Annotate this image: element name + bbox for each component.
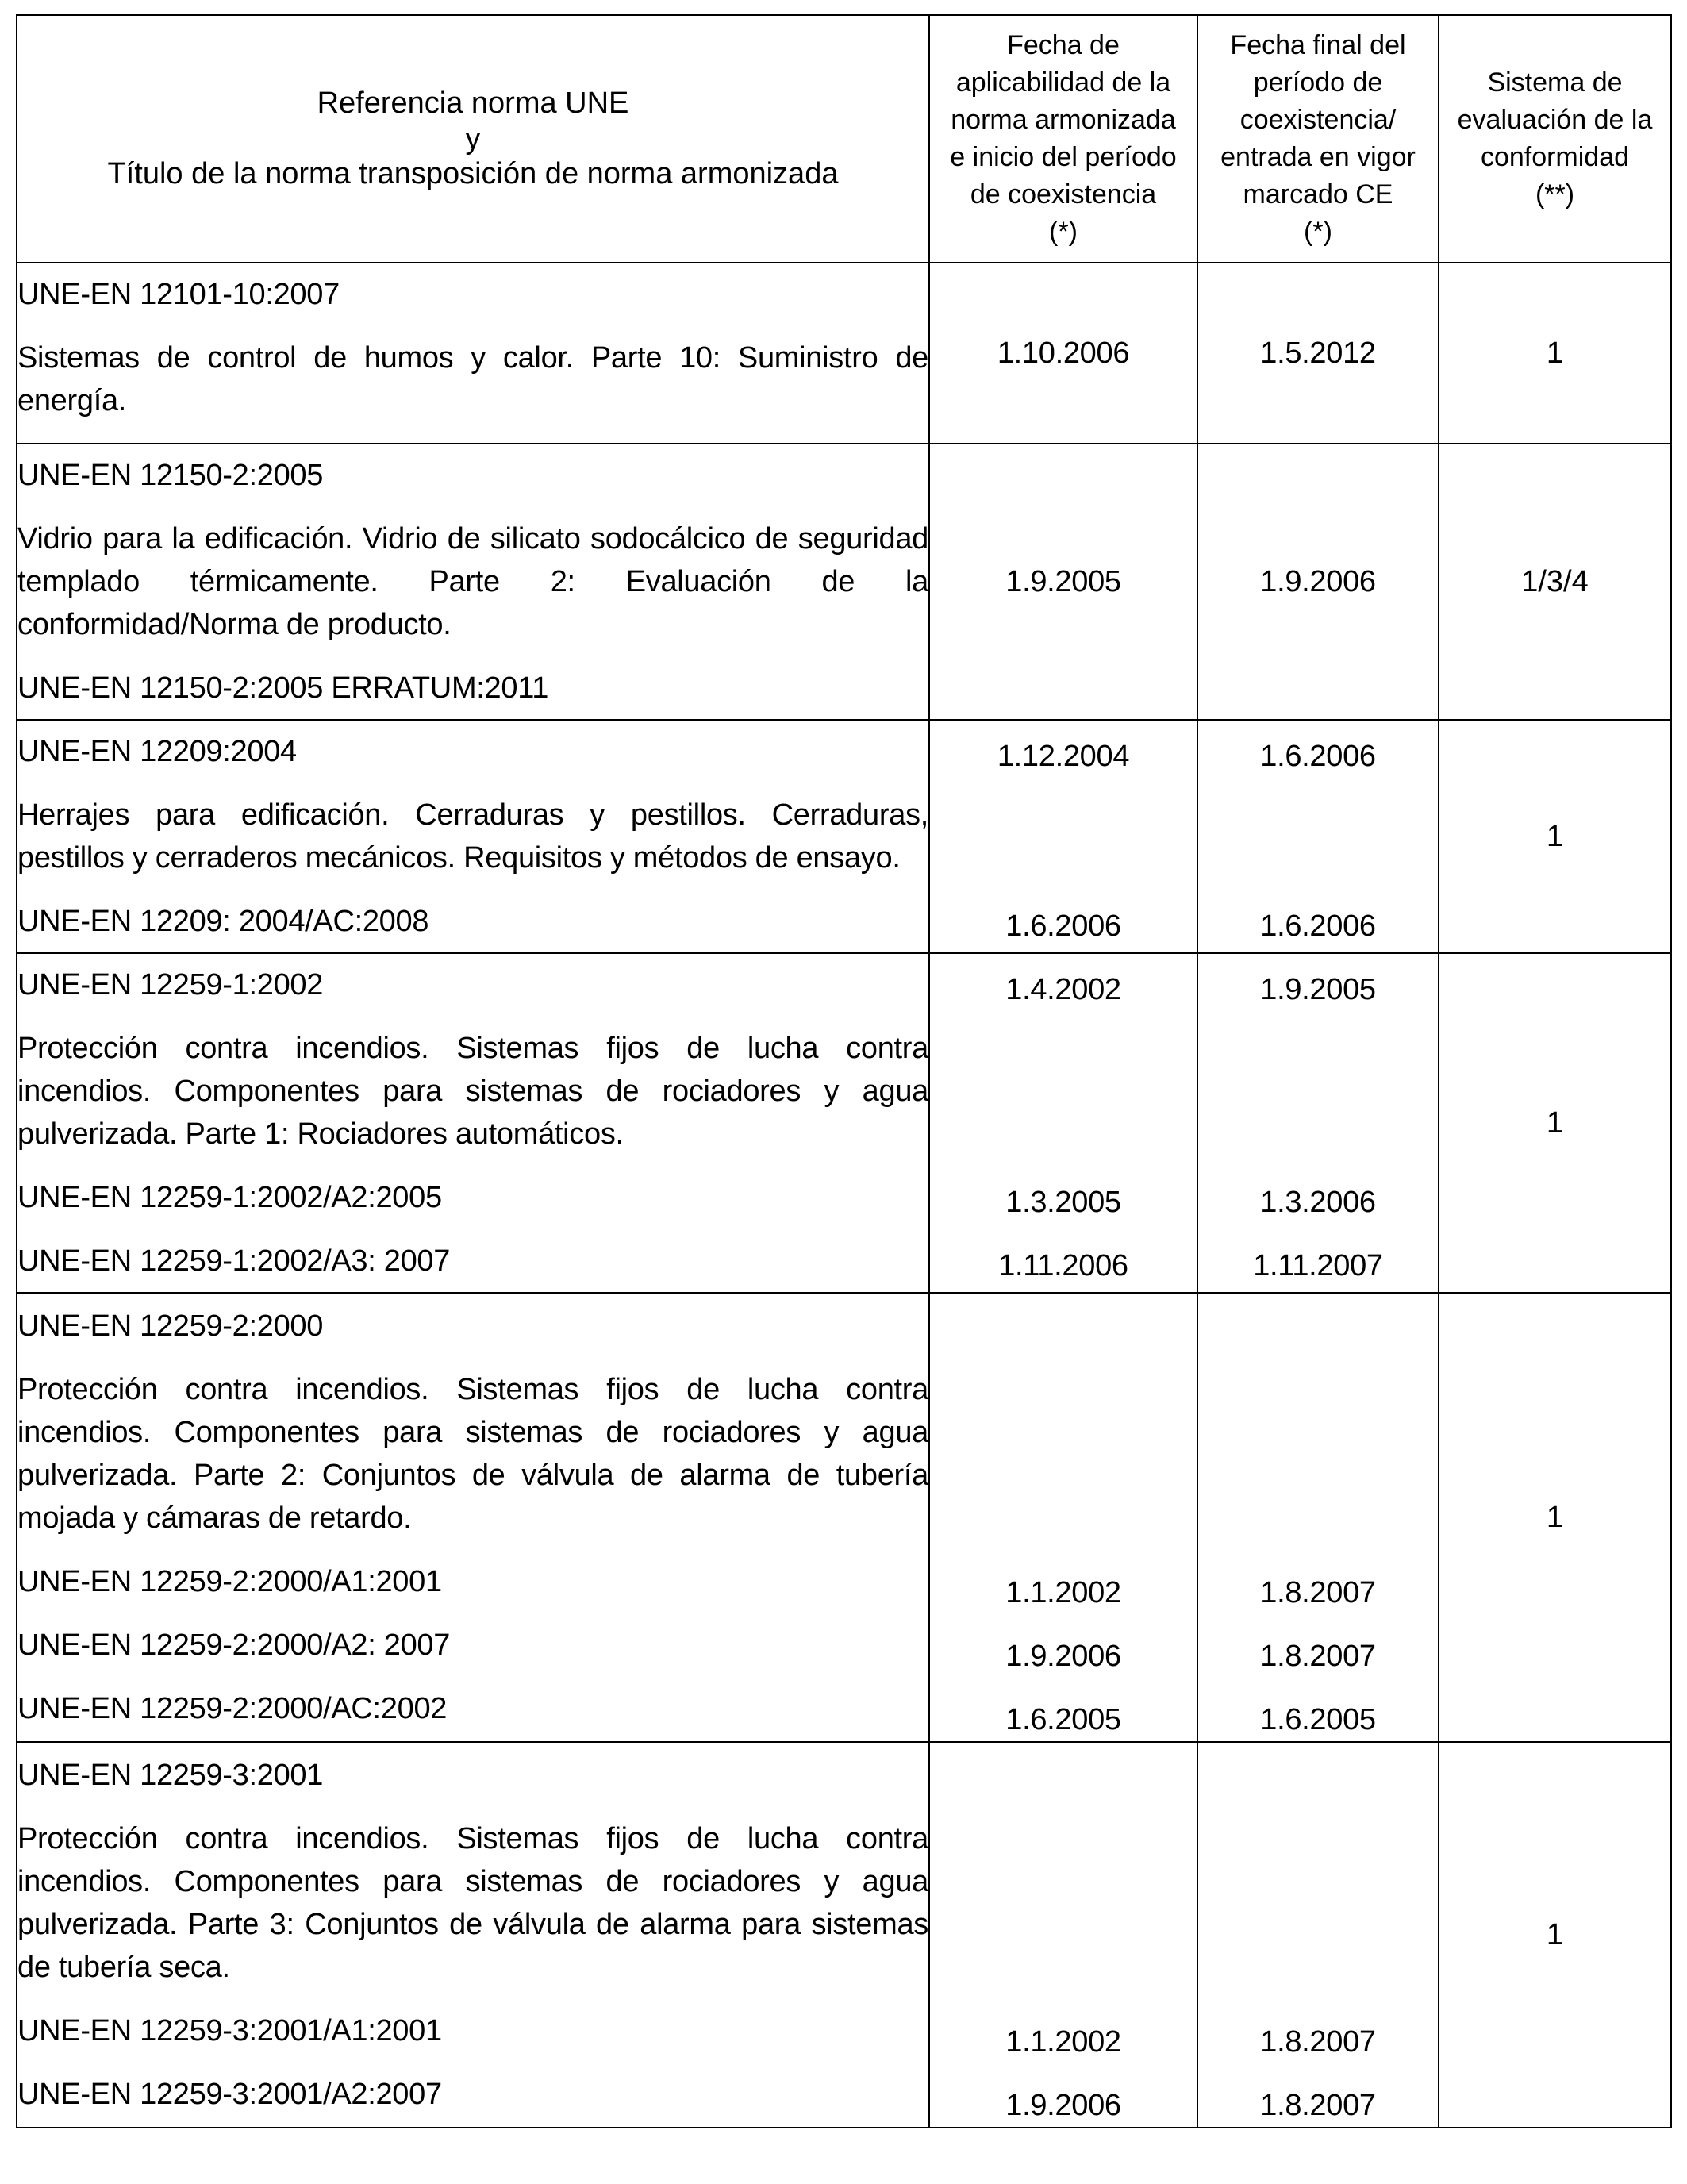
end-date: 1.6.2006	[1260, 909, 1376, 943]
header-applicability-line: e inicio del período	[950, 142, 1177, 172]
header-system-line: Sistema de	[1487, 67, 1623, 98]
applicability-date: 1.10.2006	[929, 263, 1197, 444]
header-applicability	[929, 15, 1197, 263]
table-row	[17, 953, 1671, 1293]
header-reference-line: Título de la norma transposición de norma armonizada	[107, 157, 839, 191]
header-system-line: conformidad	[1480, 142, 1630, 172]
applicability-date: 1.1.2002	[1005, 1576, 1121, 1609]
end-date: 1.9.2006	[1197, 444, 1439, 720]
norm-title: Protección contra incendios. Sistemas fijos de lucha contra incendios. Componentes para sistemas de rociadores y agua pulverizada. Parte 3: Conjuntos de válvula de alarma para sistemas de tubería seca.	[17, 1822, 928, 1984]
system-value: 1	[1439, 263, 1671, 444]
system-value: 1	[1439, 1293, 1671, 1742]
applicability-date: 1.9.2006	[1005, 2089, 1121, 2122]
norm-title: Protección contra incendios. Sistemas fijos de lucha contra incendios. Componentes para sistemas de rociadores y agua pulverizada. Parte 2: Conjuntos de válvula de alarma de tubería mojada y cámaras de retardo.	[17, 1373, 928, 1535]
header-end-date	[1197, 15, 1439, 263]
table-row	[17, 444, 1671, 720]
applicability-column	[929, 720, 1197, 953]
amendment-reference: UNE-EN 12259-1:2002/A3: 2007	[17, 1244, 451, 1278]
amendment-reference: UNE-EN 12209: 2004/AC:2008	[17, 905, 429, 938]
end-column	[1197, 1293, 1439, 1742]
norm-reference: UNE-EN 12259-2:2000	[17, 1309, 324, 1343]
norms-table	[16, 14, 1672, 2128]
header-applicability-line: norma armonizada	[951, 105, 1176, 135]
norm-reference: UNE-EN 12209:2004	[17, 735, 297, 768]
reference-cell	[17, 953, 929, 1293]
norm-title: Herrajes para edificación. Cerraduras y pestillos. Cerraduras, pestillos y cerraderos mecánicos. Requisitos y métodos de ensayo.	[17, 798, 928, 875]
end-date: 1.8.2007	[1260, 2089, 1376, 2122]
applicability-date: 1.6.2005	[1005, 1703, 1121, 1736]
reference-cell	[17, 720, 929, 953]
end-date: 1.6.2006	[1260, 740, 1376, 773]
applicability-date: 1.12.2004	[997, 740, 1130, 773]
header-reference-line: Referencia norma UNE	[317, 86, 629, 120]
norm-title: Sistemas de control de humos y calor. Parte 10: Suministro de energía.	[17, 341, 928, 417]
header-system-line: (**)	[1535, 179, 1575, 210]
table-row	[17, 720, 1671, 953]
reference-cell	[17, 1742, 929, 2128]
header-system	[1439, 15, 1671, 263]
norm-erratum: UNE-EN 12150-2:2005 ERRATUM:2011	[17, 671, 549, 705]
header-end-line: período de	[1253, 67, 1383, 98]
applicability-column	[929, 953, 1197, 1293]
end-column	[1197, 953, 1439, 1293]
amendment-reference: UNE-EN 12259-2:2000/AC:2002	[17, 1692, 448, 1725]
end-date: 1.11.2007	[1253, 1249, 1383, 1282]
end-date: 1.3.2006	[1260, 1186, 1376, 1219]
applicability-date: 1.11.2006	[998, 1249, 1128, 1282]
amendment-reference: UNE-EN 12259-1:2002/A2:2005	[17, 1181, 442, 1214]
end-date: 1.8.2007	[1260, 1576, 1376, 1609]
applicability-column	[929, 1742, 1197, 2128]
norm-reference: UNE-EN 12259-1:2002	[17, 968, 324, 1002]
header-end-line: entrada en vigor	[1220, 142, 1416, 172]
applicability-date: 1.9.2006	[1005, 1640, 1121, 1673]
end-date: 1.5.2012	[1197, 263, 1439, 444]
applicability-date: 1.1.2002	[1005, 2025, 1121, 2059]
applicability-date: 1.9.2005	[929, 444, 1197, 720]
applicability-date: 1.3.2005	[1005, 1186, 1121, 1219]
system-value: 1	[1439, 720, 1671, 953]
end-column	[1197, 1742, 1439, 2128]
system-value: 1	[1439, 953, 1671, 1293]
norm-reference: UNE-EN 12150-2:2005	[17, 459, 324, 492]
norm-title: Protección contra incendios. Sistemas fijos de lucha contra incendios. Componentes para sistemas de rociadores y agua pulverizada. Parte 1: Rociadores automáticos.	[17, 1032, 928, 1151]
table-row	[17, 1742, 1671, 2128]
system-value: 1/3/4	[1439, 444, 1671, 720]
header-end-line: coexistencia/	[1239, 105, 1397, 135]
amendment-reference: UNE-EN 12259-3:2001/A2:2007	[17, 2078, 442, 2111]
header-applicability-line: Fecha de	[1007, 30, 1120, 60]
amendment-reference: UNE-EN 12259-2:2000/A2: 2007	[17, 1628, 451, 1662]
norm-reference: UNE-EN 12101-10:2007	[17, 278, 340, 311]
system-value: 1	[1439, 1742, 1671, 2128]
amendment-reference: UNE-EN 12259-3:2001/A1:2001	[17, 2014, 442, 2048]
header-row	[17, 15, 1671, 263]
reference-cell	[17, 444, 929, 720]
header-applicability-line: de coexistencia	[970, 179, 1157, 210]
end-column	[1197, 720, 1439, 953]
header-end-line: Fecha final del	[1230, 30, 1406, 60]
amendment-reference: UNE-EN 12259-2:2000/A1:2001	[17, 1565, 442, 1598]
header-system-line: evaluación de la	[1457, 105, 1653, 135]
applicability-column	[929, 1293, 1197, 1742]
header-reference-line: y	[465, 121, 481, 156]
applicability-date: 1.6.2006	[1005, 909, 1121, 943]
reference-cell	[17, 263, 929, 444]
reference-cell	[17, 1293, 929, 1742]
header-end-line: (*)	[1304, 217, 1332, 247]
norm-title: Vidrio para la edificación. Vidrio de silicato sodocálcico de seguridad templado térmicamente. Parte 2: Evaluación de la conformidad/Norma de producto.	[17, 522, 928, 641]
norm-reference: UNE-EN 12259-3:2001	[17, 1759, 324, 1792]
end-date: 1.8.2007	[1260, 1640, 1376, 1673]
end-date: 1.9.2005	[1260, 973, 1376, 1006]
applicability-date: 1.4.2002	[1005, 973, 1121, 1006]
header-reference	[17, 15, 929, 263]
end-date: 1.8.2007	[1260, 2025, 1376, 2059]
table-row	[17, 263, 1671, 444]
header-applicability-line: aplicabilidad de la	[955, 67, 1171, 98]
table-row	[17, 1293, 1671, 1742]
end-date: 1.6.2005	[1260, 1703, 1376, 1736]
header-end-line: marcado CE	[1243, 179, 1393, 210]
header-applicability-line: (*)	[1049, 217, 1078, 247]
